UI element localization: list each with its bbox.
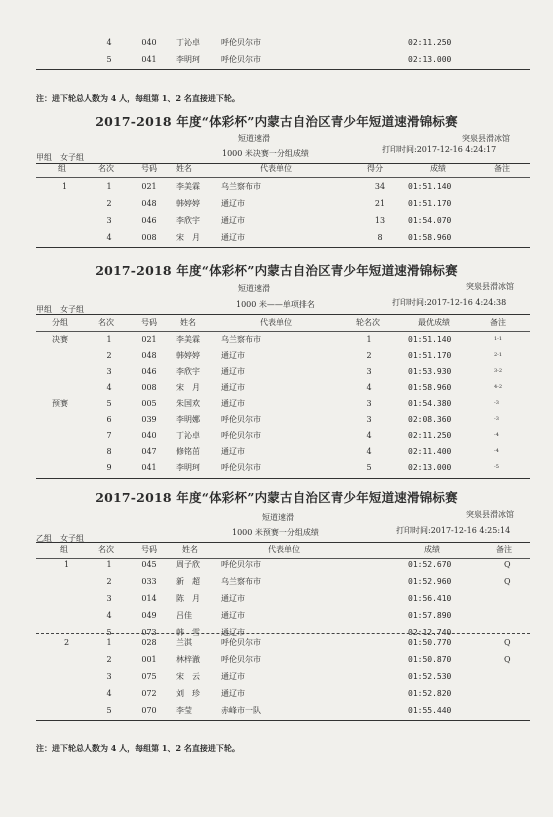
round-rank-cell: 3	[366, 367, 372, 376]
name-cell: 修铭茁	[176, 447, 200, 456]
event-label: 短道速滑	[238, 284, 270, 293]
divider	[36, 478, 530, 479]
unit-cell: 呼伦贝尔市	[221, 431, 261, 440]
name-cell: 李明珂	[176, 463, 200, 472]
group-label: 乙组 女子组	[36, 534, 84, 543]
unit-cell: 呼伦贝尔市	[221, 38, 261, 47]
table-row	[0, 685, 553, 702]
number-cell: 001	[141, 655, 157, 664]
name-cell: 周子欣	[176, 560, 200, 569]
print-time: 打印时间:2017-12-16 4:24:17	[382, 145, 497, 154]
header-number: 号码	[141, 545, 157, 554]
name-cell: 李欣宇	[176, 216, 200, 225]
number-cell: 033	[141, 577, 157, 586]
venue-label: 突泉县滑冰馆	[462, 134, 510, 143]
header-name: 姓名	[176, 164, 192, 173]
table-row	[0, 51, 553, 68]
number-cell: 005	[141, 399, 157, 408]
time-cell: 01:50.870	[408, 655, 452, 664]
venue-label: 突泉县滑冰馆	[466, 510, 514, 519]
table-row	[0, 347, 553, 364]
unit-cell: 通辽市	[221, 199, 245, 208]
time-cell: 01:51.170	[408, 351, 452, 360]
number-cell: 028	[141, 638, 157, 647]
unit-cell: 通辽市	[221, 447, 245, 456]
table-row	[0, 651, 553, 668]
name-cell: 新 超	[176, 577, 200, 586]
rank-cell: 7	[106, 431, 112, 440]
name-cell: 李莹	[176, 706, 192, 715]
time-cell: 01:50.770	[408, 638, 452, 647]
advance-note: 注：进下轮总人数为 4 人，每组第 1、2 名直接进下轮。	[36, 93, 240, 103]
number-cell: 040	[141, 38, 157, 47]
name-cell: 宋 云	[176, 672, 200, 681]
number-cell: 046	[141, 216, 157, 225]
header-group: 组	[58, 164, 66, 173]
note-cell: 3-2	[494, 368, 503, 374]
table-row	[0, 556, 553, 573]
rank-cell: 4	[106, 689, 112, 698]
note-cell: -4	[494, 448, 499, 454]
name-cell: 李明珂	[176, 55, 200, 64]
number-cell: 075	[141, 672, 157, 681]
page-title: 2017-2018 年度“体彩杯”内蒙古自治区青少年短道速滑锦标赛	[95, 114, 458, 129]
rank-cell: 3	[106, 594, 112, 603]
rank-cell: 2	[106, 577, 112, 586]
name-cell: 李明娜	[176, 415, 200, 424]
table-row	[0, 702, 553, 719]
table-row	[0, 34, 553, 51]
header-score: 得分	[367, 164, 383, 173]
time-cell: 01:52.670	[408, 560, 452, 569]
score-cell: 8	[377, 233, 383, 242]
header-time: 成绩	[430, 164, 446, 173]
time-cell: 02:11.400	[408, 447, 452, 456]
page-title: 2017-2018 年度“体彩杯”内蒙古自治区青少年短道速滑锦标赛	[95, 263, 458, 278]
header-unit: 代表单位	[260, 164, 292, 173]
print-time: 打印时间:2017-12-16 4:25:14	[396, 526, 511, 535]
round-rank-cell: 3	[366, 399, 372, 408]
table-row	[0, 411, 553, 428]
rank-cell: 3	[106, 672, 112, 681]
unit-cell: 呼伦贝尔市	[221, 415, 261, 424]
header-unit: 代表单位	[268, 545, 300, 554]
time-cell: 01:52.960	[408, 577, 452, 586]
number-cell: 045	[141, 560, 157, 569]
group-label: 甲组 女子组	[36, 153, 84, 162]
number-cell: 073	[141, 628, 157, 637]
score-cell: 13	[374, 216, 386, 225]
name-cell: 兰淇	[176, 638, 192, 647]
time-cell: 02:13.000	[408, 55, 452, 64]
rank-cell: 1	[106, 638, 112, 647]
table-row	[0, 379, 553, 396]
number-cell: 040	[141, 431, 157, 440]
time-cell: 01:58.960	[408, 233, 452, 242]
rank-cell: 2	[106, 351, 112, 360]
unit-cell: 呼伦贝尔市	[221, 560, 261, 569]
note-cell: -4	[494, 432, 499, 438]
rank-cell: 6	[106, 415, 112, 424]
time-cell: 01:57.890	[408, 611, 452, 620]
unit-cell: 乌兰察布市	[221, 182, 261, 191]
name-cell: 朱国欢	[176, 399, 200, 408]
time-cell: 02:11.250	[408, 38, 452, 47]
unit-cell: 呼伦贝尔市	[221, 55, 261, 64]
time-cell: 01:54.070	[408, 216, 452, 225]
divider	[36, 69, 530, 70]
rank-cell: 4	[106, 611, 112, 620]
table-row	[0, 443, 553, 460]
name-cell: 刘 珍	[176, 689, 200, 698]
time-cell: 01:51.170	[408, 199, 452, 208]
rank-cell: 5	[106, 706, 112, 715]
table-row	[0, 459, 553, 476]
rank-cell: 5	[106, 628, 112, 637]
number-cell: 039	[141, 415, 157, 424]
unit-cell: 通辽市	[221, 367, 245, 376]
number-cell: 047	[141, 447, 157, 456]
table-row	[0, 331, 553, 348]
note-cell: 4-2	[494, 384, 503, 390]
table-row	[0, 607, 553, 624]
rank-cell: 3	[106, 367, 112, 376]
number-cell: 072	[141, 689, 157, 698]
round-rank-cell: 5	[366, 463, 372, 472]
rank-cell: 5	[106, 399, 112, 408]
unit-cell: 呼伦贝尔市	[221, 463, 261, 472]
rank-cell: 4	[106, 233, 112, 242]
unit-cell: 通辽市	[221, 233, 245, 242]
unit-cell: 通辽市	[221, 399, 245, 408]
event-label: 短道速滑	[262, 513, 294, 522]
note-cell: 1-1	[494, 336, 503, 342]
header-time: 成绩	[424, 545, 440, 554]
header-name: 姓名	[182, 545, 198, 554]
venue-label: 突泉县滑冰馆	[466, 282, 514, 291]
divider	[36, 247, 530, 248]
name-cell: 丁沁卓	[176, 38, 200, 47]
unit-cell: 通辽市	[221, 672, 245, 681]
score-cell: 34	[374, 182, 386, 191]
header-number: 号码	[141, 164, 157, 173]
name-cell: 宋 月	[176, 233, 200, 242]
name-cell: 李美霖	[176, 182, 200, 191]
table-row	[0, 229, 553, 246]
header-rank: 名次	[98, 318, 114, 327]
table-row	[0, 668, 553, 685]
round-rank-cell: 4	[366, 447, 372, 456]
unit-cell: 通辽市	[221, 383, 245, 392]
number-cell: 041	[141, 55, 157, 64]
name-cell: 吕佳	[176, 611, 192, 620]
print-time: 打印时间:2017-12-16 4:24:38	[392, 298, 507, 307]
number-cell: 048	[141, 351, 157, 360]
header-number: 号码	[141, 318, 157, 327]
divider	[36, 720, 530, 721]
rank-cell: 9	[106, 463, 112, 472]
round-rank-cell: 3	[366, 415, 372, 424]
time-cell: 02:12.740	[408, 628, 452, 637]
name-cell: 韩婷婷	[176, 199, 200, 208]
number-cell: 021	[141, 182, 157, 191]
unit-cell: 通辽市	[221, 628, 245, 637]
table-row	[0, 573, 553, 590]
time-cell: 02:13.000	[408, 463, 452, 472]
number-cell: 008	[141, 233, 157, 242]
table-row	[0, 427, 553, 444]
header-best-time: 最优成绩	[418, 318, 450, 327]
name-cell: 李欣宇	[176, 367, 200, 376]
time-cell: 02:08.360	[408, 415, 452, 424]
time-cell: 01:54.380	[408, 399, 452, 408]
unit-cell: 呼伦贝尔市	[221, 638, 261, 647]
time-cell: 01:55.440	[408, 706, 452, 715]
table-row	[0, 195, 553, 212]
time-cell: 01:53.930	[408, 367, 452, 376]
page-title: 2017-2018 年度“体彩杯”内蒙古自治区青少年短道速滑锦标赛	[95, 490, 458, 505]
name-cell: 宋 月	[176, 383, 200, 392]
header-group: 分组	[52, 318, 68, 327]
unit-cell: 乌兰察布市	[221, 577, 261, 586]
score-cell: 21	[374, 199, 386, 208]
unit-cell: 通辽市	[221, 216, 245, 225]
number-cell: 070	[141, 706, 157, 715]
table-row	[0, 363, 553, 380]
name-cell: 李美霖	[176, 335, 200, 344]
header-note: 备注	[496, 545, 512, 554]
note-cell: -3	[494, 416, 499, 422]
time-cell: 01:52.530	[408, 672, 452, 681]
round-rank-cell: 4	[366, 383, 372, 392]
time-cell: 01:51.140	[408, 335, 452, 344]
table-header	[0, 314, 553, 331]
number-cell: 014	[141, 594, 157, 603]
rank-cell: 4	[106, 38, 112, 47]
header-group: 组	[60, 545, 68, 554]
unit-cell: 通辽市	[221, 611, 245, 620]
event-label: 短道速滑	[238, 134, 270, 143]
rank-cell: 1	[106, 335, 112, 344]
time-cell: 01:52.820	[408, 689, 452, 698]
unit-cell: 呼伦贝尔市	[221, 655, 261, 664]
round-label-heat: 预赛	[52, 399, 68, 408]
round-rank-cell: 1	[366, 335, 372, 344]
rank-cell: 5	[106, 55, 112, 64]
table-row	[0, 395, 553, 412]
qualified-mark: Q	[504, 638, 511, 647]
header-rank: 名次	[98, 164, 114, 173]
name-cell: 韩 雪	[176, 628, 200, 637]
number-cell: 041	[141, 463, 157, 472]
group-label: 甲组 女子组	[36, 305, 84, 314]
rank-cell: 2	[106, 199, 112, 208]
header-rank: 名次	[98, 545, 114, 554]
table-row	[0, 178, 553, 195]
unit-cell: 通辽市	[221, 351, 245, 360]
unit-cell: 乌兰察布市	[221, 335, 261, 344]
qualified-mark: Q	[504, 655, 511, 664]
name-cell: 丁沁卓	[176, 431, 200, 440]
section-subtitle: 1000 米预赛一分组成绩	[232, 528, 319, 537]
section-subtitle: 1000 米——单项排名	[236, 300, 315, 309]
number-cell: 049	[141, 611, 157, 620]
group-cell: 1	[62, 182, 68, 191]
header-unit: 代表单位	[260, 318, 292, 327]
time-cell: 01:56.410	[408, 594, 452, 603]
header-note: 备注	[490, 318, 506, 327]
header-name: 姓名	[180, 318, 196, 327]
rank-cell: 1	[106, 560, 112, 569]
rank-cell: 1	[106, 182, 112, 191]
number-cell: 046	[141, 367, 157, 376]
header-note: 备注	[494, 164, 510, 173]
group-cell: 2	[64, 638, 70, 647]
number-cell: 008	[141, 383, 157, 392]
rank-cell: 4	[106, 383, 112, 392]
table-row	[0, 634, 553, 651]
note-cell: 2-1	[494, 352, 503, 358]
name-cell: 陈 月	[176, 594, 200, 603]
note-cell: -5	[494, 464, 499, 470]
rank-cell: 2	[106, 655, 112, 664]
time-cell: 02:11.250	[408, 431, 452, 440]
qualified-mark: Q	[504, 577, 511, 586]
table-header	[0, 160, 553, 177]
table-row	[0, 590, 553, 607]
round-rank-cell: 4	[366, 431, 372, 440]
rank-cell: 3	[106, 216, 112, 225]
table-row	[0, 212, 553, 229]
advance-note: 注：进下轮总人数为 4 人，每组第 1、2 名直接进下轮。	[36, 743, 240, 753]
section-subtitle: 1000 米决赛一分组成绩	[222, 149, 309, 158]
number-cell: 021	[141, 335, 157, 344]
unit-cell: 通辽市	[221, 594, 245, 603]
round-label-final: 决赛	[52, 335, 68, 344]
header-round-rank: 轮名次	[356, 318, 380, 327]
number-cell: 048	[141, 199, 157, 208]
unit-cell: 通辽市	[221, 689, 245, 698]
group-cell: 1	[64, 560, 70, 569]
round-rank-cell: 2	[366, 351, 372, 360]
unit-cell: 赤峰市一队	[221, 706, 261, 715]
rank-cell: 8	[106, 447, 112, 456]
time-cell: 01:51.140	[408, 182, 452, 191]
name-cell: 韩婷婷	[176, 351, 200, 360]
qualified-mark: Q	[504, 560, 511, 569]
name-cell: 林梓澈	[176, 655, 200, 664]
note-cell: -3	[494, 400, 499, 406]
time-cell: 01:58.960	[408, 383, 452, 392]
